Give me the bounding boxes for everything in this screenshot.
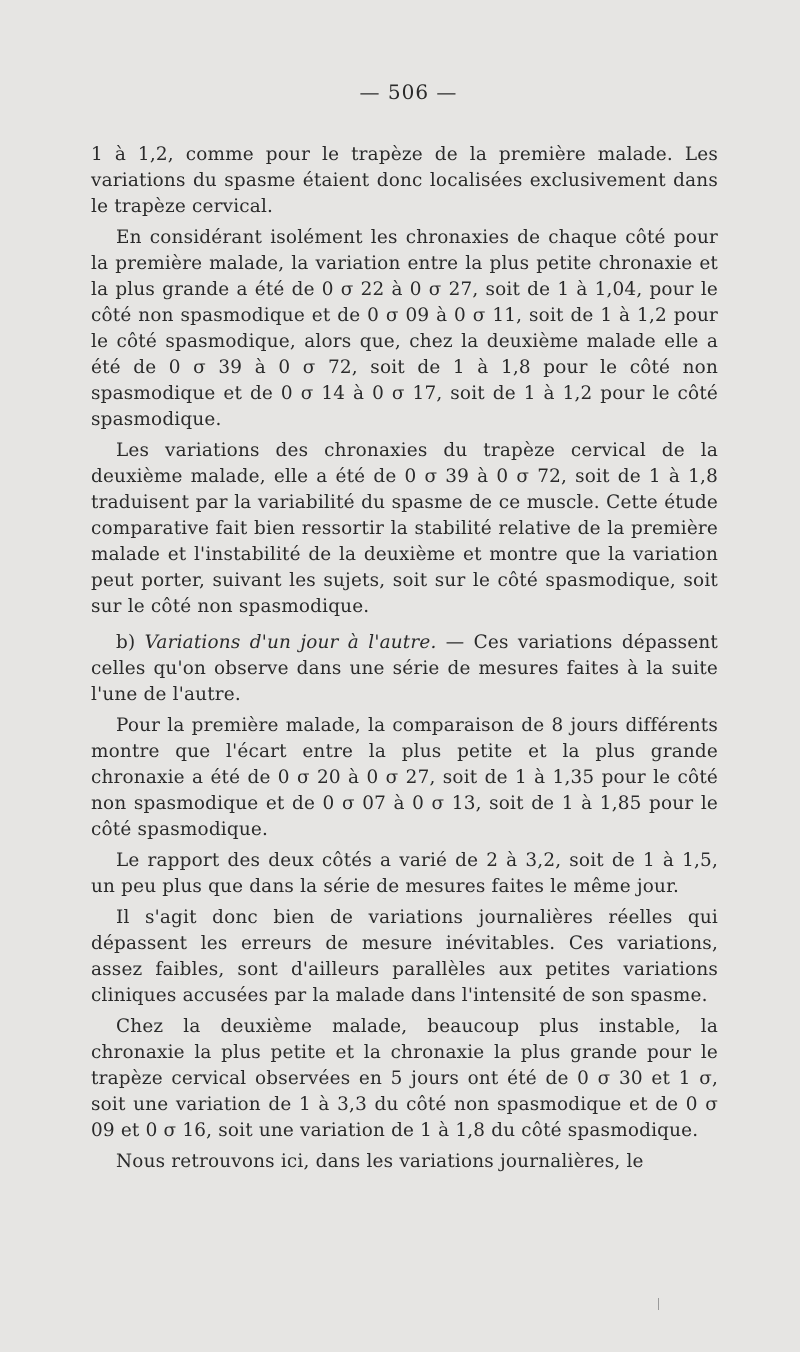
paragraph: Pour la première malade, la comparaison de 8 jours différents montre que l'écart entre la plus petite et la plus grande chronaxie a été de 0 σ 20 à 0 σ 27, soit de 1 à 1,35 pour le côté non spasmodique et de 0 σ 07 à 0 σ 13, soit de 1 à 1,85 pour le côté spasmodique. <box>91 715 718 840</box>
page-number: — 506 — <box>359 80 458 104</box>
paragraph: 1 à 1,2, comme pour le trapèze de la première malade. Les variations du spasme étaient donc localisées exclusivement dans le trapèze cervical. <box>91 144 718 217</box>
section-b-text: — Ces variations dépassent celles qu'on observe dans une série de mesures faites à la suite l'une de l'autre. <box>91 632 719 705</box>
section-b-paragraph <box>91 630 718 708</box>
margin-mark <box>658 1298 659 1310</box>
paragraph: Chez la deuxième malade, beaucoup plus instable, la chronaxie la plus petite et la chronaxie la plus grande pour le trapèze cervical observées en 5 jours ont été de 0 σ 30 et 1 σ, soit une variation de 1 à 3,3 du côté non spasmodique et de 0 σ 09 et 0 σ 16, soit une variation de 1 à 1,8 du côté spasmodique. <box>91 1016 718 1141</box>
paragraph: Il s'agit donc bien de variations journalières réelles qui dépassent les erreurs de mesure inévitables. Ces variations, assez faibles, sont d'ailleurs parallèles aux petites variations cliniques accusées par la malade dans l'intensité de son spasme. <box>91 907 718 1006</box>
paragraph: En considérant isolément les chronaxies de chaque côté pour la première malade, la variation entre la plus petite chronaxie et la plus grande a été de 0 σ 22 à 0 σ 27, soit de 1 à 1,04, pour le côté non spasmodique et de 0 σ 09 à 0 σ 11, soit de 1 à 1,2 pour le côté spasmodique, alors que, chez la deuxième malade elle a été de 0 σ 39 à 0 σ 72, soit de 1 à 1,8 pour le côté non spasmodique et de 0 σ 14 à 0 σ 17, soit de 1 à 1,2 pour le côté spasmodique. <box>91 227 718 430</box>
section-b-prefix: b) <box>116 632 136 653</box>
section-b-title: Variations d'un jour à l'autre. <box>144 632 437 653</box>
paragraph: Les variations des chronaxies du trapèze cervical de la deuxième malade, elle a été de 0 σ 39 à 0 σ 72, soit de 1 à 1,8 traduisent par la variabilité du spasme de ce muscle. Cette étude comparative fait bien ressortir la stabilité relative de la première malade et l'instabilité de la deuxième et montre que la variation peut porter, suivant les sujets, soit sur le côté spasmodique, soit sur le côté non spasmodique. <box>91 440 718 617</box>
paragraph: Nous retrouvons ici, dans les variations journalières, le <box>116 1151 644 1172</box>
paragraph: Le rapport des deux côtés a varié de 2 à 3,2, soit de 1 à 1,5, un peu plus que dans la série de mesures faites le même jour. <box>91 850 718 897</box>
